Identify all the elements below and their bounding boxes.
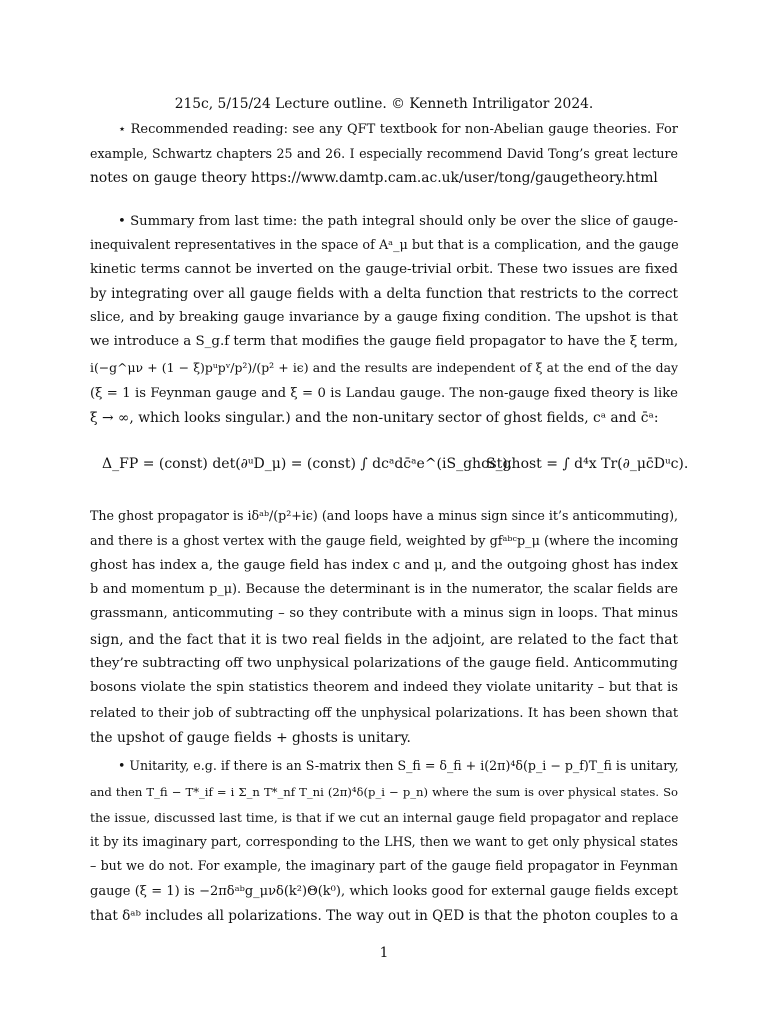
summary-line-8: (ξ = 1 is Feynman gauge and ξ = 0 is Landau gauge. The non-gauge fixed theory is like — [90, 386, 678, 401]
summary-line-7: i(−g^μν + (1 − ξ)pᵘpᵛ/p²)/(p² + iϵ) and the results are independent of ξ at the end of the day — [90, 360, 678, 375]
unitarity-line-4: it by its imaginary part, corresponding to the LHS, then we want to get only physical states — [90, 834, 678, 849]
summary-line-1: • Summary from last time: the path integral should only be over the slice of gauge- — [118, 214, 678, 229]
reading-line-1: ⋆ Recommended reading: see any QFT textbook for non-Abelian gauge theories. For — [118, 122, 678, 137]
ghost-line-4: b and momentum p_μ). Because the determinant is in the numerator, the scalar fields are — [90, 582, 678, 597]
ghost-action-equation: S_ghost = ∫ d⁴x Tr(∂_μc̄Dᵘc). — [486, 456, 689, 472]
reading-line-3: notes on gauge theory https://www.damtp.cam.ac.uk/user/tong/gaugetheory.html — [90, 170, 658, 186]
summary-line-4: by integrating over all gauge fields with a delta function that restricts to the correct — [90, 286, 678, 302]
summary-line-9: ξ → ∞, which looks singular.) and the non-unitary sector of ghost fields, cᵃ and c̄ᵃ: — [90, 410, 659, 426]
ghost-line-8: bosons violate the spin statistics theorem and indeed they violate unitarity – but that is — [90, 680, 678, 695]
ghost-line-9: related to their job of subtracting off the unphysical polarizations. It has been shown that — [90, 706, 678, 721]
page-number: 1 — [379, 945, 389, 961]
ghost-line-3: ghost has index a, the gauge field has index c and μ, and the outgoing ghost has index — [90, 558, 678, 573]
unitarity-line-2: and then T_fi − T*_if = i Σ_n T*_nf T_ni (2π)⁴δ(p_i − p_n) where the sum is over physical states. So — [90, 785, 678, 799]
summary-line-6: we introduce a S_g.f term that modifies the gauge field propagator to have the ξ term, — [90, 334, 679, 349]
faddeev-popov-equation: Δ_FP = (const) det(∂ᵘD_μ) = (const) ∫ dcᵃdc̄ᵃe^(iS_ghost), — [102, 456, 513, 472]
reading-line-2: example, Schwartz chapters 25 and 26. I especially recommend David Tong’s great lecture — [90, 146, 678, 161]
summary-line-5: slice, and by breaking gauge invariance by a gauge fixing condition. The upshot is that — [90, 310, 678, 325]
ghost-line-5: grassmann, anticommuting – so they contribute with a minus sign in loops. That minus — [90, 606, 678, 621]
unitarity-line-3: the issue, discussed last time, is that if we cut an internal gauge field propagator and replace — [90, 810, 679, 825]
unitarity-line-5: – but we do not. For example, the imaginary part of the gauge field propagator in Feynman — [90, 858, 678, 873]
unitarity-line-6: gauge (ξ = 1) is −2πδᵃᵇg_μνδ(k²)Θ(k⁰), which looks good for external gauge fields except — [90, 884, 678, 899]
summary-line-3: kinetic terms cannot be inverted on the gauge-trivial orbit. These two issues are fixed — [90, 262, 678, 277]
ghost-line-10: the upshot of gauge fields + ghosts is unitary. — [90, 730, 411, 746]
page-title: 215c, 5/15/24 Lecture outline. © Kenneth Intriligator 2024. — [174, 96, 594, 112]
ghost-line-1: The ghost propagator is iδᵃᵇ/(p²+iϵ) (and loops have a minus sign since it’s anticommuting), — [90, 508, 678, 523]
unitarity-line-1: • Unitarity, e.g. if there is an S-matrix then S_fi = δ_fi + i(2π)⁴δ(p_i − p_f)T_fi is unitary, — [118, 758, 679, 773]
unitarity-line-7: that δᵃᵇ includes all polarizations. The way out in QED is that the photon couples to a — [90, 908, 679, 924]
ghost-line-6: sign, and the fact that it is two real fields in the adjoint, are related to the fact that — [90, 632, 678, 648]
summary-line-2: inequivalent representatives in the space of Aᵃ_μ but that is a complication, and the gauge — [90, 238, 679, 253]
ghost-line-2: and there is a ghost vertex with the gauge field, weighted by gfᵃᵇᶜp_μ (where the incoming — [90, 534, 679, 549]
ghost-line-7: they’re subtracting off two unphysical polarizations of the gauge field. Anticommuting — [90, 656, 678, 671]
